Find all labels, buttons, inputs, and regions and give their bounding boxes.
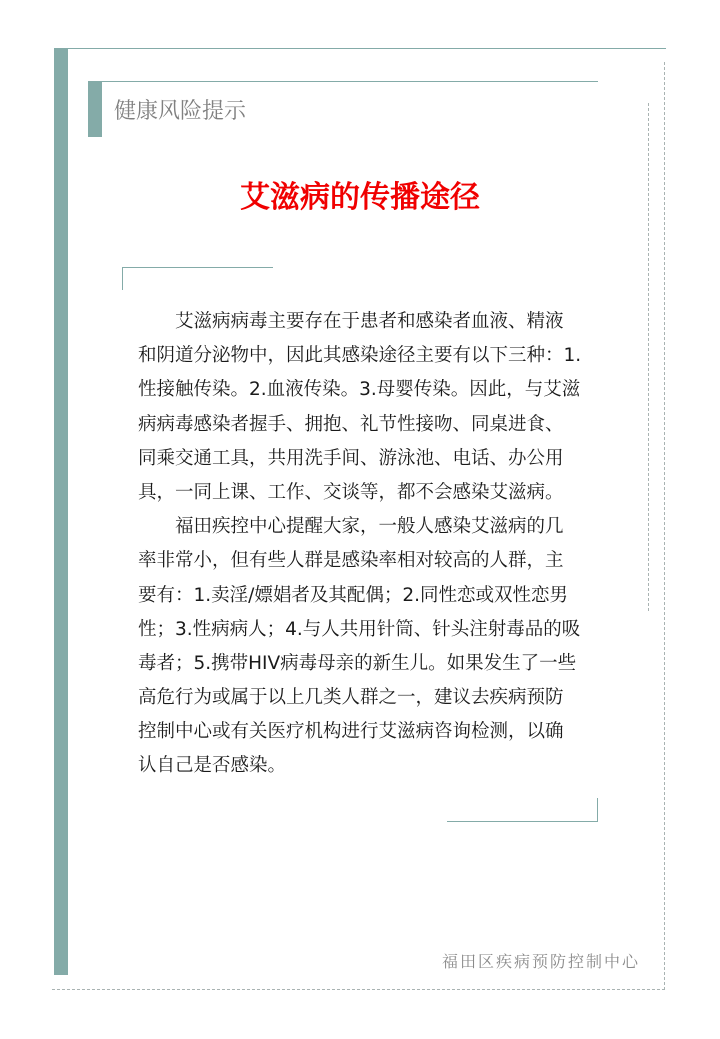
body-line: 性接触传染。2.血液传染。3.母婴传染。因此，与艾滋 — [138, 379, 581, 401]
body-line: 同乘交通工具，共用洗手间、游泳池、电话、办公用 — [138, 447, 564, 469]
corner-bracket-top-left — [122, 267, 273, 268]
body-line: 率非常小，但有些人群是感染率相对较高的人群，主 — [138, 550, 564, 572]
header-accent-bar — [88, 81, 102, 137]
body-line: 福田疾控中心提醒大家，一般人感染艾滋病的几 — [138, 516, 564, 538]
body-line: 和阴道分泌物中，因此其感染途径主要有以下三种：1. — [138, 345, 582, 367]
bottom-dashed-border — [52, 989, 665, 990]
body-line: 具，一同上课、工作、交谈等，都不会感染艾滋病。 — [138, 481, 564, 503]
body-line: 毒者；5.携带HIV病毒母亲的新生儿。如果发生了一些 — [138, 652, 577, 674]
body-line: 要有：1.卖淫/嫖娼者及其配偶；2.同性恋或双性恋男 — [138, 584, 569, 606]
body-line: 认自己是否感染。 — [138, 755, 287, 777]
corner-bracket-top-left-vertical — [122, 267, 123, 290]
corner-bracket-bottom-right-vertical — [597, 798, 598, 821]
section-label: 健康风险提示 — [114, 99, 247, 124]
body-line: 病病毒感染者握手、拥抱、礼节性接吻、同桌进食、 — [138, 413, 564, 435]
body-line: 控制中心或有关医疗机构进行艾滋病咨询检测，以确 — [138, 721, 564, 743]
footer-organization: 福田区疾病预防控制中心 — [441, 952, 640, 971]
body-line: 艾滋病病毒主要存在于患者和感染者血液、精液 — [138, 311, 564, 332]
article-body — [138, 305, 598, 784]
page-title: 艾滋病的传播途径 — [240, 180, 480, 215]
body-line: 高危行为或属于以上几类人群之一，建议去疾病预防 — [138, 687, 564, 709]
top-border-line — [54, 48, 666, 49]
corner-bracket-bottom-right — [447, 821, 598, 822]
header-top-line — [88, 81, 598, 82]
body-line: 性；3.性病病人；4.与人共用针筒、针头注射毒品的吸 — [138, 618, 581, 640]
